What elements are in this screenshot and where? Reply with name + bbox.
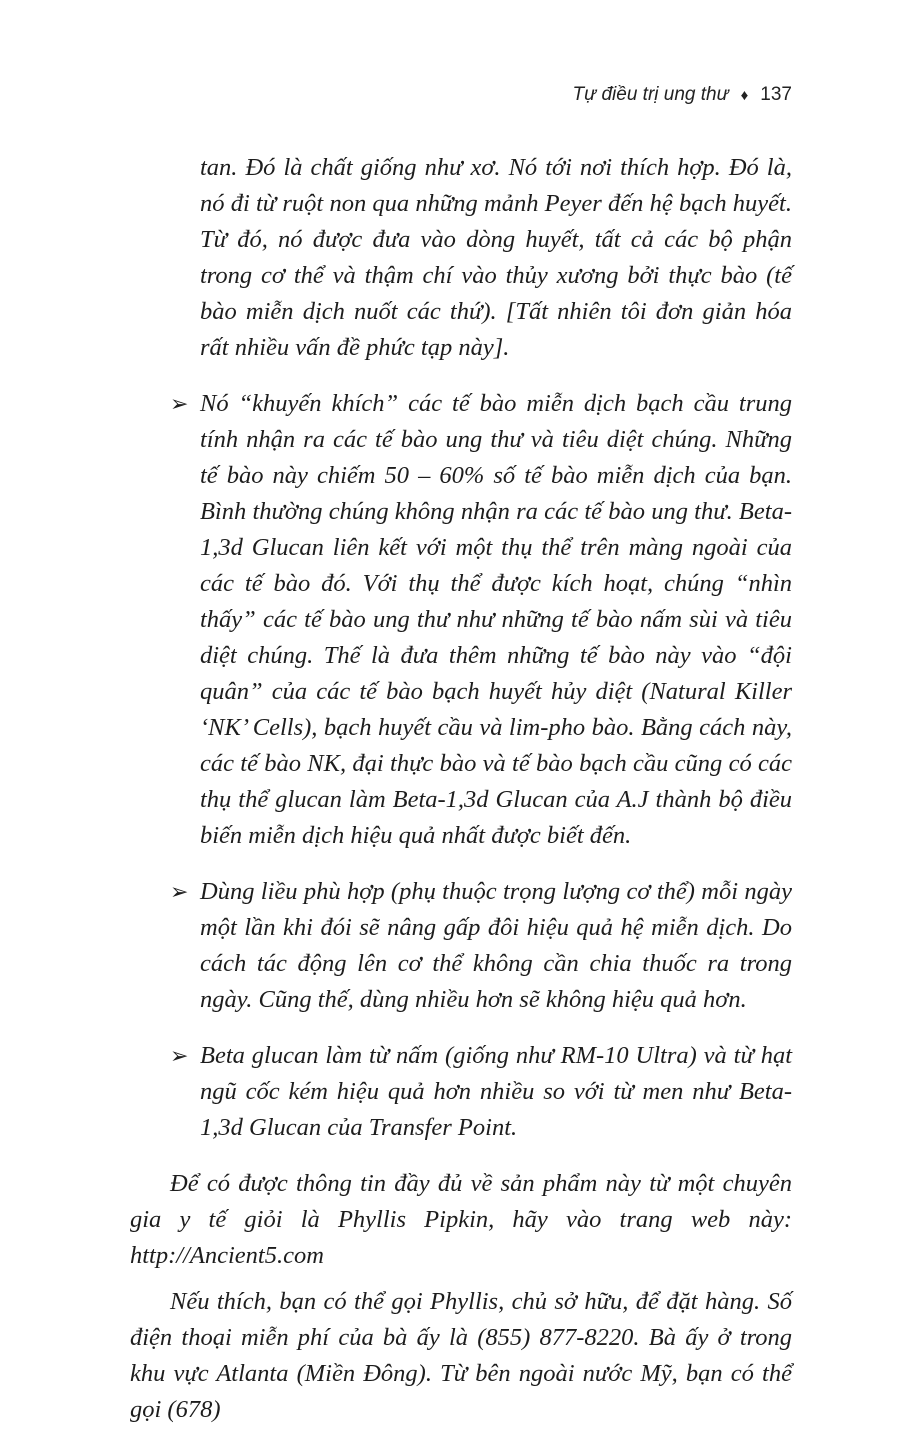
arrow-bullet-icon: ➢: [170, 879, 189, 904]
bullet-text: Dùng liều phù hợp (phụ thuộc trọng lượng cơ thể) mỗi ngày một lần khi đói sẽ nâng gấp đôi hiệu quả hệ miễn dịch. Do cách tác động lên cơ thể không cần chia thuốc ra trong ngày. Cũng thế, dùng nhiều hơn sẽ không hiệu quả hơn.: [200, 878, 792, 1013]
bullet-text: Nó “khuyến khích” các tế bào miễn dịch bạch cầu trung tính nhận ra các tế bào ung thư và tiêu diệt chúng. Những tế bào này chiếm 50 – 60% số tế bào miễn dịch của bạn. Bình thường chúng không nhận ra các tế bào ung thư. Beta-1,3d Glucan liên kết với một thụ thể trên màng ngoài của các tế bào đó. Với thụ thể được kích hoạt, chúng “nhìn thấy” các tế bào ung thư như những tế bào nấm sùi và tiêu diệt chúng. Thế là đưa thêm những tế bào này vào “đội quân” của các tế bào bạch huyết hủy diệt (Natural Killer ‘NK’ Cells), bạch huyết cầu và lim-pho bào. Bằng cách này, các tế bào NK, đại thực bào và tế bào bạch cầu cũng có các thụ thể glucan làm Beta-1,3d Glucan của A.J thành bộ điều biến miễn dịch hiệu quả nhất được biết đến.: [200, 390, 792, 849]
diamond-separator-icon: ♦: [740, 86, 749, 104]
arrow-bullet-icon: ➢: [170, 391, 189, 416]
paragraph: Để có được thông tin đầy đủ về sản phẩm này từ một chuyên gia y tế giỏi là Phyllis Pipkin, hãy vào trang web này: http://Ancient5.com: [130, 1170, 792, 1269]
continuation-paragraph: tan. Đó là chất giống như xơ. Nó tới nơi thích hợp. Đó là, nó đi từ ruột non qua những mảnh Peyer đến hệ bạch huyết. Từ đó, nó được đưa vào dòng huyết, tất cả các bộ phận trong cơ thể và thậm chí vào thủy xương bởi thực bào (tế bào miễn dịch nuốt các thứ). [Tất nhiên tôi đơn giản hóa rất nhiều vấn đề phức tạp này].: [200, 154, 792, 361]
paragraph: Nếu thích, bạn có thể gọi Phyllis, chủ sở hữu, để đặt hàng. Số điện thoại miễn phí của bà ấy là (855) 877-8220. Bà ấy ở trong khu vực Atlanta (Miền Đông). Từ bên ngoài nước Mỹ, bạn có thể gọi (678): [130, 1288, 792, 1423]
arrow-bullet-icon: ➢: [170, 1043, 189, 1068]
running-header: [573, 84, 792, 106]
page-number: 137: [760, 84, 792, 105]
bullet-item: [130, 1038, 792, 1146]
bullet-item: [130, 386, 792, 854]
bullet-item: [130, 874, 792, 1018]
body-text: [130, 150, 792, 1436]
bullet-list: [130, 386, 792, 1146]
header-title: Tự điều trị ung thư: [572, 84, 729, 105]
bullet-text: Beta glucan làm từ nấm (giống như RM-10 Ultra) và từ hạt ngũ cốc kém hiệu quả hơn nhiều so với từ men như Beta-1,3d Glucan của Transfer Point.: [200, 1042, 792, 1141]
